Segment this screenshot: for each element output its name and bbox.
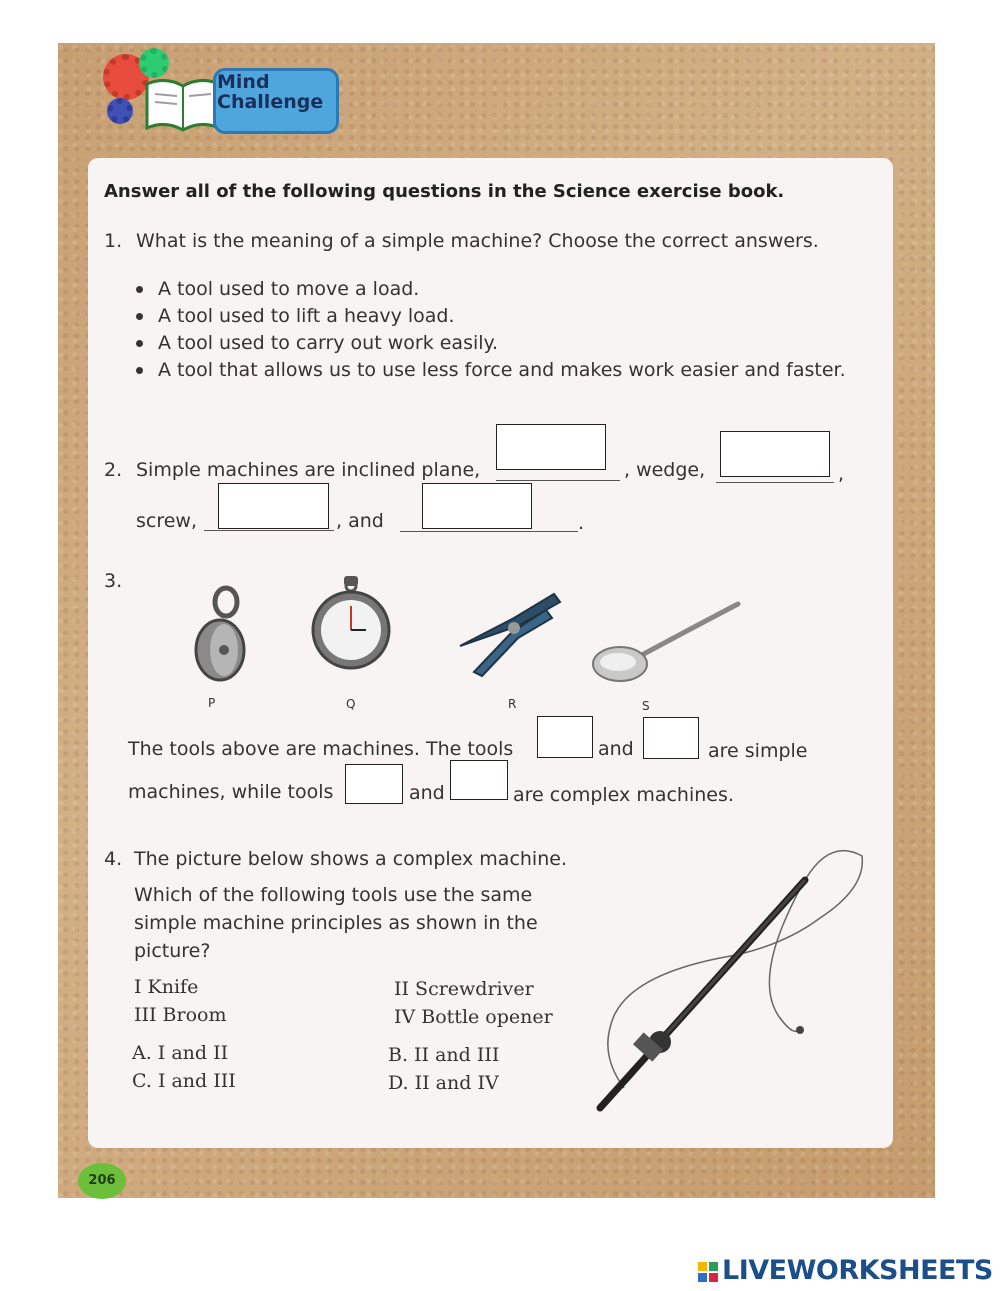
- q4-question-line: picture?: [134, 940, 211, 962]
- q3-number: 3.: [104, 570, 123, 592]
- fishing-rod-icon: [580, 838, 870, 1120]
- q4-item: I Knife: [134, 976, 199, 998]
- pulley-icon: [190, 584, 250, 684]
- bullet: [136, 313, 143, 320]
- liveworksheets-logo[interactable]: LIVEWORKSHEETS: [722, 1255, 993, 1286]
- q2-part6: .: [578, 512, 585, 534]
- tool-label-s: S: [642, 699, 650, 713]
- logo-square: [709, 1262, 718, 1271]
- instruction: Answer all of the following questions in the Science exercise book.: [104, 181, 785, 202]
- banner-line2: Challenge: [217, 91, 324, 113]
- stopwatch-icon: [308, 572, 394, 672]
- gear-icon: [107, 98, 133, 124]
- book-icon: [143, 74, 223, 132]
- q3-line1a: The tools above are machines. The tools: [128, 738, 514, 760]
- q1-option: A tool used to lift a heavy load.: [158, 305, 455, 327]
- answer-box-q3-1[interactable]: [537, 716, 593, 758]
- tool-label-p: P: [208, 696, 216, 710]
- q4-text: The picture below shows a complex machine.: [134, 848, 567, 870]
- q1-text: What is the meaning of a simple machine? Choose the correct answers.: [136, 230, 819, 252]
- q2-part4: screw,: [136, 510, 198, 532]
- answer-box-q3-2[interactable]: [643, 717, 699, 759]
- mind-challenge-banner: [103, 46, 343, 138]
- q4-answer-d: D. II and IV: [388, 1072, 499, 1094]
- underline: [496, 480, 620, 481]
- q4-item: III Broom: [134, 1004, 227, 1026]
- q4-answer-c: C. I and III: [132, 1070, 236, 1092]
- answer-box-q2-1[interactable]: [496, 424, 606, 470]
- q3-line2c: are complex machines.: [513, 784, 734, 806]
- logo-square: [709, 1273, 718, 1282]
- q4-question-line: Which of the following tools use the same: [134, 884, 533, 906]
- q3-line1c: are simple: [708, 740, 808, 762]
- bullet: [136, 286, 143, 293]
- q1-option: A tool used to move a load.: [158, 278, 420, 300]
- underline: [204, 530, 334, 531]
- q4-question-line: simple machine principles as shown in the: [134, 912, 538, 934]
- q2-number: 2.: [104, 459, 123, 481]
- bullet: [136, 340, 143, 347]
- q2-part2: , wedge,: [624, 459, 706, 481]
- spoon-icon: [592, 598, 744, 686]
- banner-title: [217, 72, 323, 112]
- banner-line1: Mind: [217, 71, 270, 93]
- logo-square: [698, 1262, 707, 1271]
- page-number: 206: [78, 1163, 126, 1199]
- q1-number: 1.: [104, 230, 123, 252]
- q3-line2a: machines, while tools: [128, 781, 334, 803]
- q2-part5: , and: [336, 510, 384, 532]
- answer-box-q3-3[interactable]: [345, 764, 403, 804]
- pliers-icon: [454, 588, 564, 678]
- q1-option: A tool used to carry out work easily.: [158, 332, 499, 354]
- q4-number: 4.: [104, 848, 123, 870]
- tool-label-q: Q: [346, 697, 356, 711]
- q2-part3: ,: [838, 463, 845, 485]
- underline: [400, 531, 578, 532]
- q4-answer-a: A. I and II: [132, 1042, 229, 1064]
- tool-label-r: R: [508, 697, 517, 711]
- q4-item: IV Bottle opener: [394, 1006, 553, 1028]
- q3-line2b: and: [409, 782, 445, 804]
- bullet: [136, 367, 143, 374]
- q3-line1b: and: [598, 738, 634, 760]
- answer-box-q2-4[interactable]: [422, 483, 532, 529]
- underline: [716, 482, 834, 483]
- q1-option: A tool that allows us to use less force and makes work easier and faster.: [158, 359, 846, 381]
- answer-box-q3-4[interactable]: [450, 760, 508, 800]
- q4-item: II Screwdriver: [394, 978, 534, 1000]
- q2-part1: Simple machines are inclined plane,: [136, 459, 481, 481]
- answer-box-q2-2[interactable]: [720, 431, 830, 477]
- q4-answer-b: B. II and III: [388, 1044, 500, 1066]
- answer-box-q2-3[interactable]: [218, 483, 329, 529]
- logo-square: [698, 1273, 707, 1282]
